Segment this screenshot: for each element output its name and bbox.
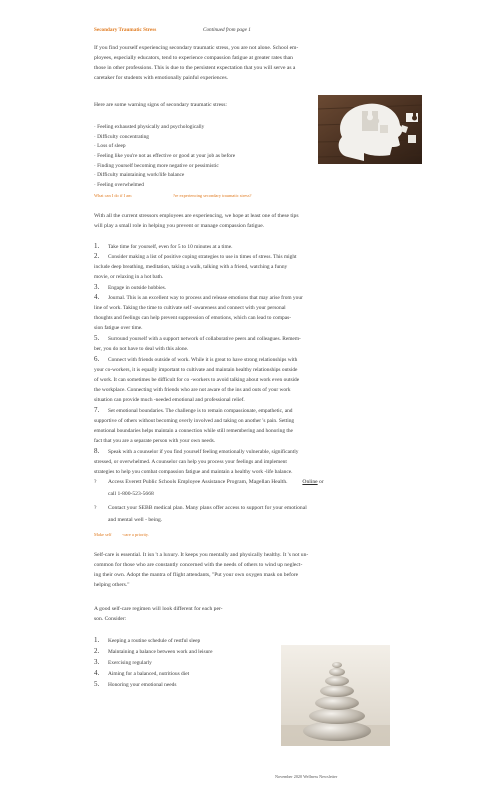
continued-note: Continued from page 1 — [203, 27, 251, 33]
tip-number: 6. — [94, 355, 100, 363]
tip-text: the workplace. Connecting with friends who are not aware of the ins and outs of your work — [94, 387, 291, 393]
signs-intro: Here are some warning signs of secondary traumatic stress: — [94, 102, 227, 108]
tip-text: Journal. This is an excellent way to process and release emotions that may arise from your — [108, 295, 303, 301]
tip-text: sion fatigue over time. — [94, 325, 143, 331]
sebb-text: Contact your SEBB medical plan. Many plans offer access to support for your emotional — [108, 505, 307, 511]
tip-number: 8. — [94, 447, 100, 455]
warning-sign: · Feeling overwhelmed — [94, 182, 144, 188]
selfcare-line: common for those who are constantly concerned with the needs of others to wind up neglect- — [94, 562, 303, 568]
intro-line: ployees, especially educators, tend to experience compassion fatigue at greater rates than — [94, 55, 293, 61]
intro-line: caretaker for students with emotionally painful experiences. — [94, 75, 229, 81]
warning-sign: · Finding yourself becoming more negative or pessimistic — [94, 163, 219, 169]
tip-text: include deep breathing, meditation, taking a walk, talking with a friend, watching a funny — [94, 264, 288, 270]
warning-sign: · Difficulty maintaining work/life balance — [94, 172, 185, 178]
subhead-care-priority: -care a priority. — [122, 532, 149, 537]
tip-text: fact that you are a separate person with your own needs. — [94, 438, 216, 444]
regimen-number: 5. — [94, 680, 100, 688]
regimen-number: 3. — [94, 658, 100, 666]
subhead-stress: ?re experiencing secondary traumatic stress? — [173, 193, 252, 198]
intro-line: those in other professions. This is due to the persistent expectation that you will serve as a — [94, 65, 296, 71]
selfcare-line: helping others." — [94, 582, 130, 588]
tip-text: Surround yourself with a support network of collaborative peers and colleagues. Remem- — [108, 336, 301, 342]
tip-text: Engage in outside hobbies. — [108, 285, 167, 291]
warning-sign: · Difficulty concentrating — [94, 134, 149, 140]
regimen-item: Aiming for a balanced, nutritious diet — [108, 671, 190, 677]
regimen-item: Exercising regularly — [108, 660, 152, 666]
regimen-number: 1. — [94, 636, 100, 644]
section-title: Secondary Traumatic Stress — [94, 27, 157, 33]
warning-sign: · Feeling exhausted physically and psychologically — [94, 124, 205, 130]
tip-text: your co-workers, it is equally important to cultivate and maintain healthy relationships outside — [94, 367, 298, 373]
bullet-marker: ? — [94, 479, 97, 485]
eap-text — [108, 478, 324, 488]
intro-line: If you find yourself experiencing secondary traumatic stress, you are not alone. School em- — [94, 45, 299, 51]
stacked-stones-image — [281, 645, 390, 746]
tip-text: strategies to help you combat compassion fatigue and maintain a healthy work -life balance. — [94, 469, 293, 475]
warning-sign: · Loss of sleep — [94, 143, 126, 149]
tip-number: 4. — [94, 293, 100, 301]
tip-number: 5. — [94, 334, 100, 342]
regimen-item: Honoring your emotional needs — [108, 682, 177, 688]
tips-intro-line: will play a small role in helping you prevent or manage compassion fatigue. — [94, 223, 265, 229]
regimen-line: son. Consider: — [94, 616, 127, 622]
tip-text: Connect with friends outside of work. While it is great to have strong relationships with — [108, 357, 298, 363]
tip-text: Take time for yourself, even for 5 to 10 minutes at a time. — [108, 244, 233, 250]
tip-text: Speak with a counselor if you find yourself feeling emotionally vulnerable, significantly — [108, 449, 299, 455]
selfcare-line: Self-care is essential. It isn 't a luxury. It keeps you mentally and physically healthy. It 's not un- — [94, 552, 309, 558]
puzzle-head-image — [318, 95, 422, 164]
tip-text: Set emotional boundaries. The challenge is to remain compassionate, empathetic, and — [108, 408, 293, 414]
tip-number: 7. — [94, 406, 100, 414]
regimen-item: Maintaining a balance between work and leisure — [108, 649, 213, 655]
eap-phone: call 1-800-523-5668 — [108, 491, 154, 497]
selfcare-line: ing their own. Adopt the mantra of flight attendants, "Put your own oxygen mask on before — [94, 572, 299, 578]
tip-text: Consider making a list of positive coping strategies to use in times of stress. This might — [108, 254, 297, 260]
eap-or: or — [319, 479, 324, 485]
tip-number: 1. — [94, 242, 100, 250]
bullet-marker: ? — [94, 505, 97, 511]
tip-number: 3. — [94, 283, 100, 291]
regimen-line: A good self-care regimen will look different for each per- — [94, 606, 223, 612]
regimen-number: 2. — [94, 647, 100, 655]
subhead-make-self: Make self — [94, 532, 112, 537]
tip-text: of work. It can sometimes be difficult for co -workers to avoid talking about work even outside — [94, 377, 300, 383]
tip-text: movie, or relaxing in a hot bath. — [94, 274, 164, 280]
eap-online-link[interactable]: Online — [302, 479, 318, 485]
tip-text: supportive of others without becoming overly involved and taking on another 's pain. Setting — [94, 418, 295, 424]
regimen-item: Keeping a routine schedule of restful sleep — [108, 638, 201, 644]
tip-text: ber, you do not have to deal with this alone. — [94, 346, 189, 352]
tip-text: emotional boundaries helps maintain a connection while still remembering and honoring the — [94, 428, 293, 434]
tip-text: stressed, or overwhelmed. A counselor can help you process your feelings and implement — [94, 459, 287, 465]
sebb-text-2: and mental well - being. — [108, 517, 163, 523]
tip-text: line of work. Taking the time to cultivate self -awareness and connect with your personal — [94, 305, 286, 311]
subhead-what-can-i-do: What can I do if I am — [94, 193, 132, 198]
eap-description: Access Everett Public Schools Employee Assistance Program, Magellan Health. — [108, 479, 288, 485]
tip-text: thoughts and feelings can help prevent suppression of emotions, which can lead to compas- — [94, 315, 292, 321]
tip-text: situation can provide much -needed emotional and professional relief. — [94, 397, 245, 403]
tips-intro-line: With all the current stressors employees are experiencing, we hope at least one of these tips — [94, 213, 299, 219]
newsletter-footer: November 2020 Wellness Newsletter — [275, 774, 338, 779]
warning-sign: · Feeling like you're not as effective or good at your job as before — [94, 153, 236, 159]
tip-number: 2. — [94, 252, 100, 260]
regimen-number: 4. — [94, 669, 100, 677]
